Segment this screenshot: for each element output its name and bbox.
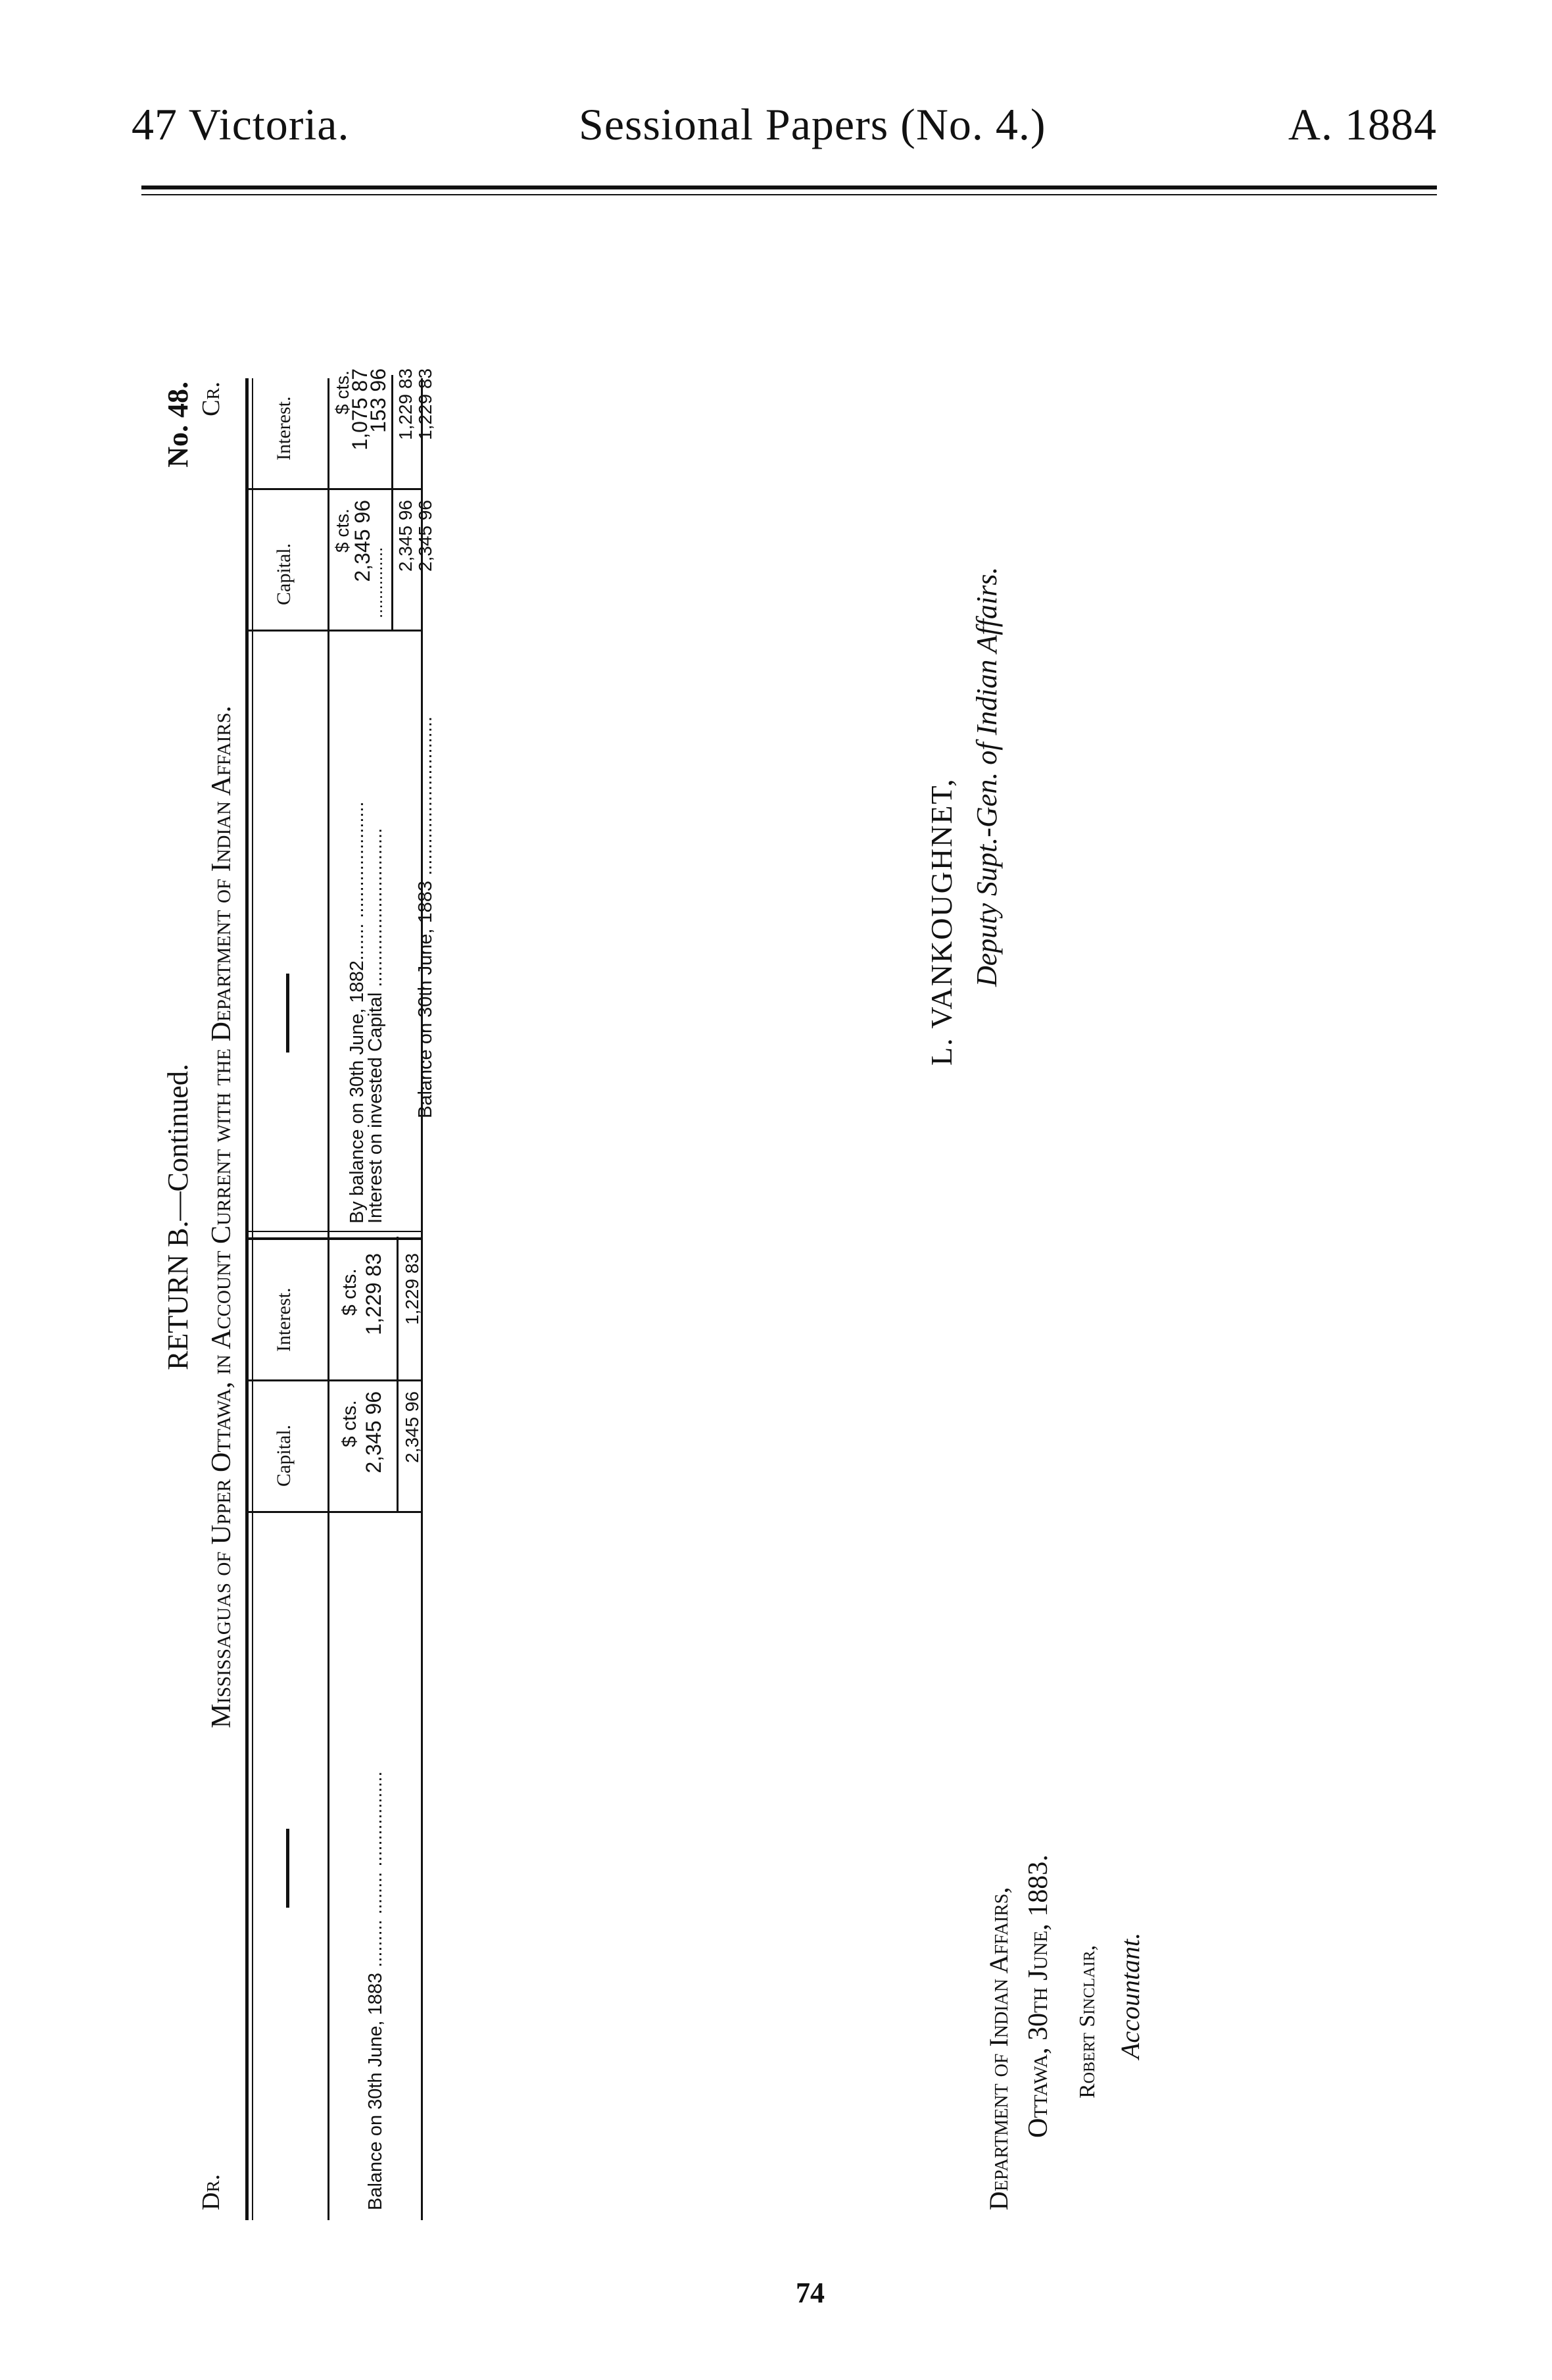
credit-total-rule xyxy=(391,375,393,632)
credit-balance-label: Balance on 30th June, 1883 .............................. xyxy=(415,716,436,1118)
signature-title: Deputy Supt.-Gen. of Indian Affairs. xyxy=(971,566,1003,987)
debit-interest-header: Interest. xyxy=(273,1287,295,1352)
header-left: 47 Victoria. xyxy=(132,99,350,149)
credit-capital-header: Capital. xyxy=(273,543,295,605)
place-date-line: Ottawa, 30th June, 1883. xyxy=(1023,1854,1054,2138)
rotated-account-page xyxy=(141,197,1430,2237)
accountant-title: Accountant. xyxy=(1115,1932,1145,2059)
debit-capital-value: 2,345 96 xyxy=(362,1391,385,1474)
header-rule-thick xyxy=(141,186,1437,189)
accountant-name: Robert Sinclair, xyxy=(1075,1945,1100,2098)
header-right: A. 1884 xyxy=(1288,99,1437,149)
table-top-rule xyxy=(245,378,249,2220)
debit-interest-total: 1,229 83 xyxy=(402,1253,422,1325)
debit-capital-divider xyxy=(247,1379,421,1381)
credit-capital-divider xyxy=(247,488,421,490)
debit-capital-total: 2,345 96 xyxy=(402,1391,422,1463)
page-number: 74 xyxy=(796,2277,825,2309)
credit-capital-total: 2,345 96 xyxy=(395,500,416,572)
credit-row1-interest: 1,075 87 xyxy=(348,368,372,451)
table-top-rule-thin xyxy=(252,378,253,2220)
credit-divider xyxy=(247,630,421,632)
department-line: Department of Indian Affairs, xyxy=(984,1887,1013,2210)
debit-capital-currency: $ cts. xyxy=(339,1400,360,1447)
credit-balance-interest: 1,229 83 xyxy=(415,368,435,440)
credit-interest-total: 1,229 83 xyxy=(395,368,416,440)
debit-capital-header: Capital. xyxy=(273,1424,295,1487)
credit-row2-capital: ............... xyxy=(366,547,386,618)
debit-particulars-dash xyxy=(286,1829,289,1908)
center-divider-thin xyxy=(247,1231,421,1232)
credit-particulars-dash xyxy=(286,974,289,1053)
return-number: No. 48. xyxy=(162,382,194,468)
return-subtitle: Mississaguas of Upper Ottawa, in Account Current with the Department of Indian Affairs. xyxy=(206,705,237,1729)
debit-interest-value: 1,229 83 xyxy=(362,1253,385,1335)
credit-balance-capital: 2,345 96 xyxy=(415,500,435,572)
center-divider xyxy=(247,1237,421,1240)
debit-label: Dr. xyxy=(197,2174,225,2210)
credit-interest-header: Interest. xyxy=(273,396,295,460)
header-center: Sessional Papers (No. 4.) xyxy=(579,99,1046,149)
debit-total-rule xyxy=(397,1237,399,1513)
header-rule-thin xyxy=(141,194,1437,195)
debit-divider xyxy=(247,1511,421,1513)
credit-row1-label: By balance on 30th June, 1882....... ...................... xyxy=(347,801,368,1224)
signature-name: L. VANKOUGHNET, xyxy=(925,778,958,1066)
credit-row1-capital: 2,345 96 xyxy=(351,500,374,582)
return-title: RETURN B.—Continued. xyxy=(162,1064,194,1370)
credit-label: Cr. xyxy=(197,382,225,416)
credit-interest-currency: $ cts. xyxy=(332,370,352,414)
debit-interest-currency: $ cts. xyxy=(339,1268,360,1316)
table-header-rule xyxy=(327,378,329,2220)
credit-row2-label: Interest on invested Capital .............................. xyxy=(365,828,386,1224)
debit-row-label: Balance on 30th June, 1883 ......... ........ .................. xyxy=(365,1771,386,2210)
credit-row2-interest: 153 96 xyxy=(366,368,390,433)
credit-capital-currency: $ cts. xyxy=(332,508,352,553)
